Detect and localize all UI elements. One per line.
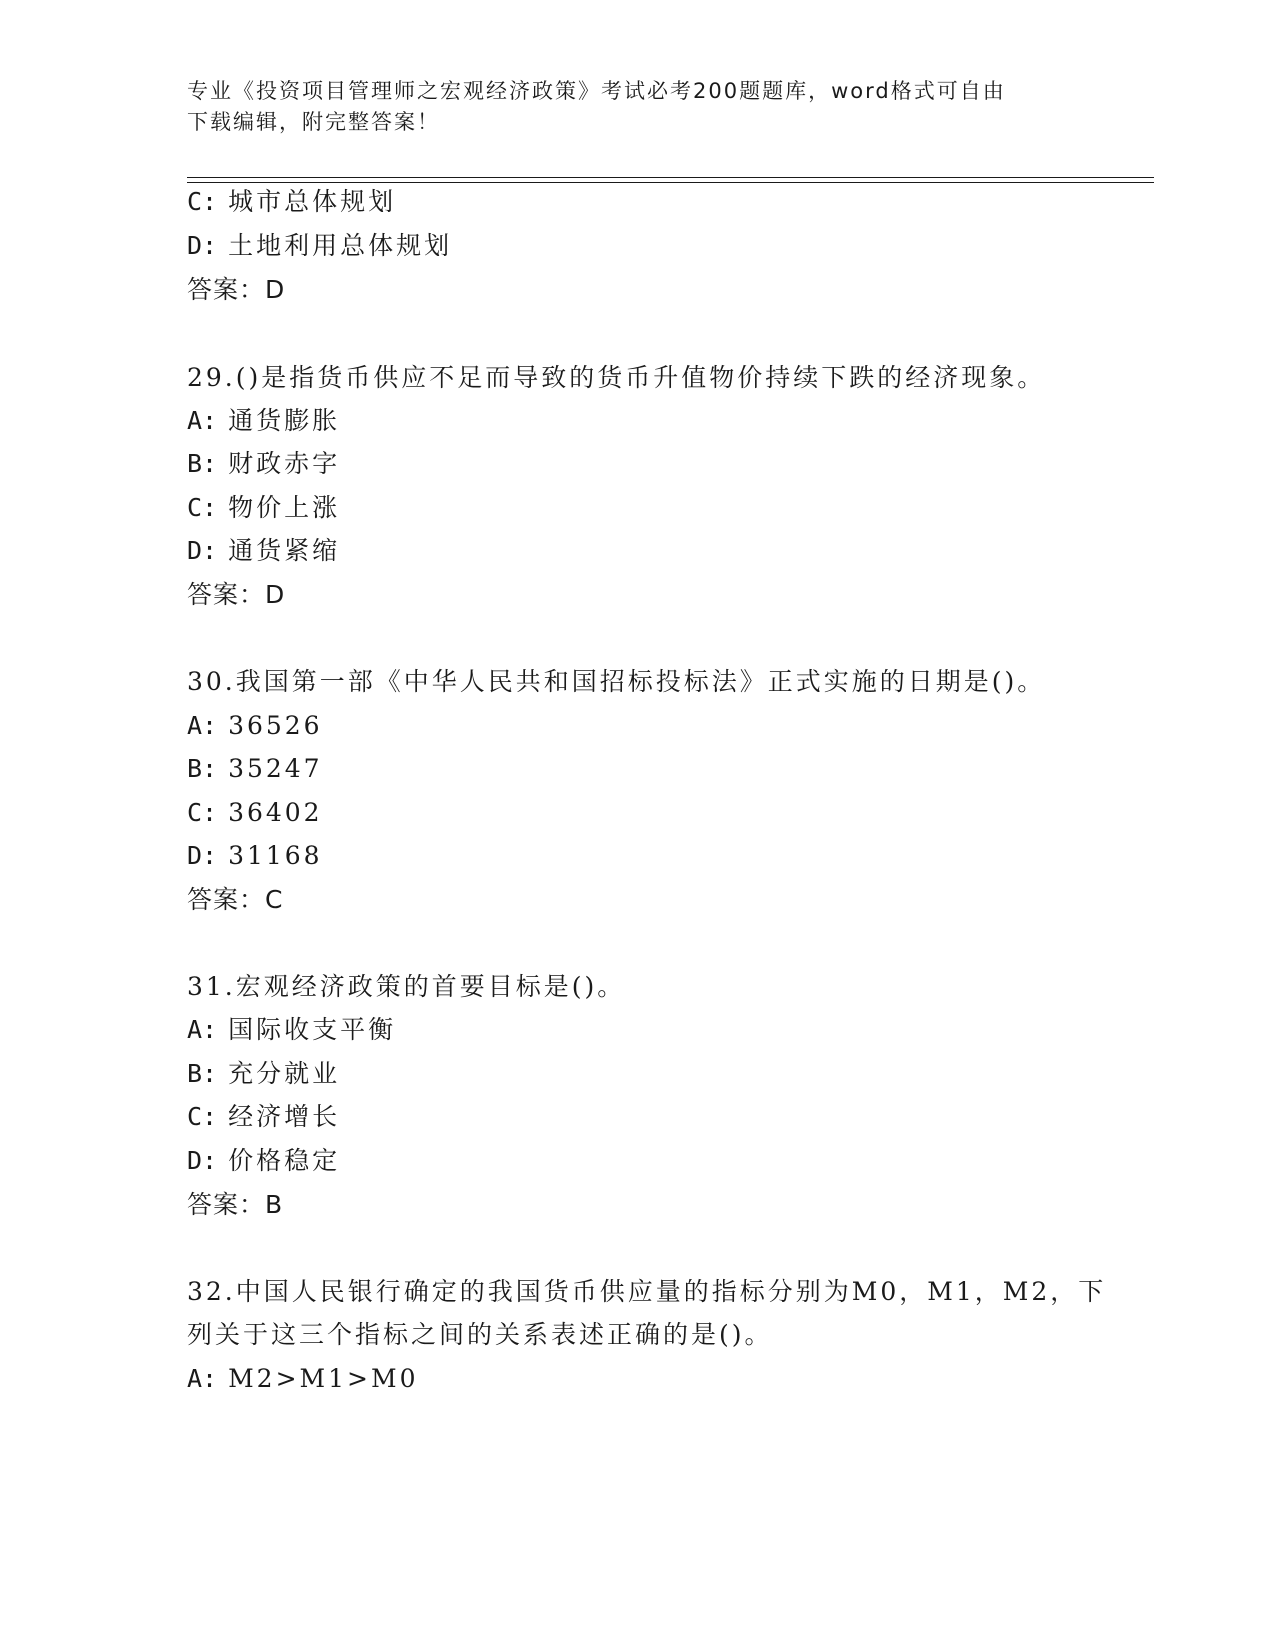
option-d: D: 土地利用总体规划: [187, 231, 453, 260]
answer-line: 答案：B: [187, 1190, 284, 1219]
option-c: C: 物价上涨: [187, 493, 341, 522]
option-a: A: 36526: [187, 711, 323, 740]
option-a: A: 通货膨胀: [187, 406, 341, 435]
header-line-2: 下载编辑，附完整答案！: [187, 110, 440, 134]
option-d: D: 31168: [187, 841, 323, 870]
option-c: C: 36402: [187, 798, 323, 827]
document-header: [187, 76, 1067, 138]
answer-line: 答案：D: [187, 580, 286, 609]
option-b: B: 35247: [187, 754, 323, 783]
option-d: D: 价格稳定: [187, 1146, 341, 1175]
option-b: B: 财政赤字: [187, 449, 341, 478]
question-32: 32.中国人民银行确定的我国货币供应量的指标分别为M0，M1，M2，下: [187, 1277, 1107, 1306]
question-32-continued: 列关于这三个指标之间的关系表述正确的是()。: [187, 1320, 773, 1349]
header-line-1: 专业《投资项目管理师之宏观经济政策》考试必考200题题库，word格式可自由: [187, 79, 1006, 103]
option-c: C: 经济增长: [187, 1102, 341, 1131]
option-c: C: 城市总体规划: [187, 187, 397, 216]
question-31: 31.宏观经济政策的首要目标是()。: [187, 972, 626, 1001]
header-rule-top: [187, 177, 1154, 178]
option-b: B: 充分就业: [187, 1059, 341, 1088]
question-30: 30.我国第一部《中华人民共和国招标投标法》正式实施的日期是()。: [187, 667, 1046, 696]
question-29: 29.()是指货币供应不足而导致的货币升值物价持续下跌的经济现象。: [187, 363, 1046, 392]
answer-line: 答案：C: [187, 885, 284, 914]
option-a: A: M2>M1>M0: [187, 1364, 419, 1393]
option-d: D: 通货紧缩: [187, 536, 341, 565]
header-rule-bottom: [187, 182, 1154, 183]
option-a: A: 国际收支平衡: [187, 1015, 397, 1044]
answer-line: 答案：D: [187, 275, 286, 304]
